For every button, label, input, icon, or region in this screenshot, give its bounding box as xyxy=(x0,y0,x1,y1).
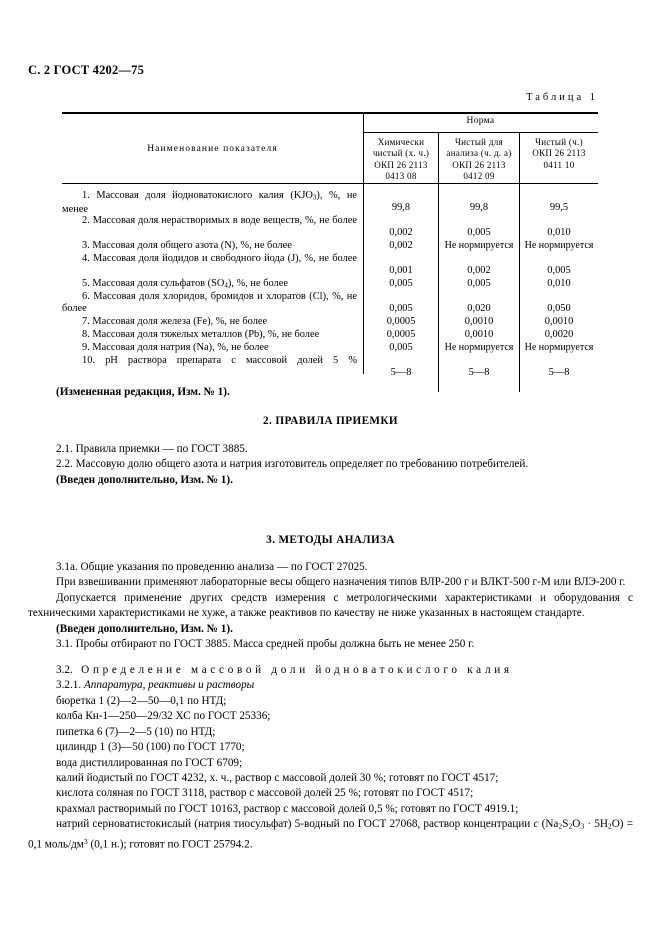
clause-2-1: 2.1. Правила приемки — по ГОСТ 3885. xyxy=(56,443,248,455)
table-cell-4-1: 0,001 xyxy=(389,265,413,276)
reagent-item: вода дистиллированная по ГОСТ 6709; xyxy=(56,756,243,769)
running-head: С. 2 ГОСТ 4202—75 xyxy=(28,63,145,77)
col3-line2: ОКП 26 2113 xyxy=(532,148,586,159)
table-hrule-group xyxy=(363,132,598,133)
col2-line4: 0412 09 xyxy=(463,171,495,182)
table-cell-4-3: 0,005 xyxy=(547,265,571,276)
table-cell-1-3: 99,5 xyxy=(549,202,569,213)
table-cell-3-1: 0,002 xyxy=(389,240,413,251)
clause-2-2: 2.2. Массовую долю общего азота и натрия изготовитель определяет по требованию потребителей. xyxy=(56,458,529,471)
table-cell-1-2: 99,8 xyxy=(469,202,489,213)
table-row-name-10 xyxy=(62,355,357,367)
reagents-list xyxy=(28,694,633,853)
col1-line2: чистый (х. ч.) xyxy=(372,148,430,159)
reagent-item-starch: крахмал растворимый по ГОСТ 10163, раствор с массовой долей 0,5 %; готовят по ГОСТ 4919.1; xyxy=(56,802,519,815)
row-10-label: 10. pH раствора препарата с массовой долей 5 % xyxy=(82,355,357,366)
table-col-header-2 xyxy=(439,137,519,183)
table-row-name-5 xyxy=(62,278,357,292)
table-cell-7-2: 0,0010 xyxy=(464,316,494,327)
table-row-name-9 xyxy=(62,342,357,354)
table-cell-1-1: 99,8 xyxy=(391,202,411,213)
clause-3-2-heading xyxy=(28,663,633,678)
table-header xyxy=(62,114,598,184)
row-2-label: 2. Массовая доля нерастворимых в воде веществ, %, не более xyxy=(82,215,357,226)
table-cell-8-2: 0,0010 xyxy=(464,329,494,340)
table-row-name-6 xyxy=(62,291,357,316)
row-7-label: 7. Массовая доля железа (Fe), %, не более xyxy=(82,316,268,327)
table-cell-10-2: 5—8 xyxy=(468,367,490,378)
table-cell-10-3: 5—8 xyxy=(548,367,570,378)
clause-3-2-1-line xyxy=(28,678,633,693)
table-cell-5-1: 0,005 xyxy=(389,278,413,289)
col2-line3: ОКП 26 2113 xyxy=(452,159,506,170)
col2-line2: анализа (ч. д. а) xyxy=(446,148,512,159)
table-cell-2-2: 0,005 xyxy=(467,227,491,238)
col2-line1: Чистый для xyxy=(455,137,503,147)
reagent-item-thiosulfate: натрий серноватистокислый (натрия тиосульфат) 5-водный по ГОСТ 27068, раствор концентрации c $(Na_2S_2O_3 \cdot 5H_2O) = 0,1$ моль/$дм^3$ (0,1 н.); готовят по ГОСТ 25794.2. xyxy=(28,818,634,851)
table-cell-3-2: Не нормируется xyxy=(444,240,514,251)
col3-line3: 0411 10 xyxy=(543,159,575,170)
note-revised: (Измененная редакция, Изм. № 1). xyxy=(56,386,230,398)
col3-line1: Чистый (ч.) xyxy=(535,137,583,147)
reagent-item: кислота соляная по ГОСТ 3118, раствор с массовой долей 25 %; готовят по ГОСТ 4517; xyxy=(56,787,474,800)
col1-line1: Химически xyxy=(377,137,425,147)
clause-3-1: 3.1. Пробы отбирают по ГОСТ 3885. Масса средней пробы должна быть не менее 250 г. xyxy=(56,638,475,651)
clause-3-2-1-number: 3.2.1. xyxy=(56,679,82,691)
clause-3-1a: 3.1а. Общие указания по проведению анализа — по ГОСТ 27025. xyxy=(56,561,368,573)
table-cell-4-2: 0,002 xyxy=(467,265,491,276)
row-8-label: 8. Массовая доля тяжелых металлов (Pb), %, не более xyxy=(82,329,320,340)
table-cell-7-3: 0,0010 xyxy=(544,316,574,327)
table-cell-5-2: 0,005 xyxy=(467,278,491,289)
note-added-2: (Введен дополнительно, Изм. № 1). xyxy=(56,622,233,635)
col1-line4: 0413 08 xyxy=(385,171,417,182)
table-row-name-4 xyxy=(62,253,357,265)
note-added-1: (Введен дополнительно, Изм. № 1). xyxy=(56,473,233,486)
row-3-label: 3. Массовая доля общего азота (N), %, не более xyxy=(82,240,292,251)
clause-3-2-line xyxy=(28,663,633,678)
reagent-item: калий йодистый по ГОСТ 4232, х. ч., раствор с массовой долей 30 %; готовят по ГОСТ 4517; xyxy=(56,772,499,785)
table-caption: Таблица 1 xyxy=(526,92,598,103)
table-cell-9-3: Не нормируется xyxy=(524,342,594,353)
clause-3-2-1-heading xyxy=(28,678,633,693)
section-3-heading-block xyxy=(28,533,633,548)
table-body xyxy=(62,184,598,378)
table-cell-8-3: 0,0020 xyxy=(544,329,574,340)
row-4-label: 4. Массовая доля йодидов и свободного йода (J), %, не более xyxy=(82,253,357,264)
table-cell-6-3: 0,050 xyxy=(547,303,571,314)
note-revised-block xyxy=(28,385,633,400)
row-1-label: 1. Массовая доля йодноватокислого калия $(KJO_3)$, %, не менее xyxy=(62,190,357,215)
reagent-item: бюретка 1 (2)—2—50—0,1 по НТД; xyxy=(56,695,227,707)
clause-3-2-number: 3.2. xyxy=(56,664,73,676)
table-col-header-3 xyxy=(520,137,598,171)
table-cell-9-1: 0,005 xyxy=(389,342,413,353)
table-cell-8-1: 0,0005 xyxy=(386,329,416,340)
reagent-item: колба Кн-1—250—29/32 ХС по ГОСТ 25336; xyxy=(56,710,271,723)
col1-line3: ОКП 26 2113 xyxy=(374,159,428,170)
table-cell-6-2: 0,020 xyxy=(467,303,491,314)
row-6-label: 6. Массовая доля хлоридов, бромидов и хлоратов (Cl), %, не более xyxy=(62,291,357,315)
section-3-title: 3. МЕТОДЫ АНАЛИЗА xyxy=(266,534,395,546)
table-row-name-1 xyxy=(62,190,357,216)
reagent-item: пипетка 6 (7)—2—5 (10) по НТД; xyxy=(56,725,216,738)
table-group-header-norma: Норма xyxy=(466,116,495,126)
table-cell-2-1: 0,002 xyxy=(389,227,413,238)
table-row-name-3 xyxy=(62,240,357,252)
section-3-body xyxy=(28,560,633,652)
clause-3-1a-p2: При взвешивании применяют лабораторные весы общего назначения типов ВЛР-200 г и ВЛКТ-500 г-М или ВЛЭ-200 г. xyxy=(56,576,626,589)
table-cell-9-2: Не нормируется xyxy=(444,342,514,353)
table-cell-6-1: 0,005 xyxy=(389,303,413,314)
table-cell-3-3: Не нормируется xyxy=(524,240,594,251)
table-cell-2-3: 0,010 xyxy=(547,227,571,238)
table-cell-10-1: 5—8 xyxy=(390,367,412,378)
table-col-header-1 xyxy=(364,137,438,183)
table-row-name-7 xyxy=(62,316,357,328)
table-col-header-name: Наименование показателя xyxy=(147,144,278,154)
section-2-body xyxy=(28,442,633,488)
table-row-name-2 xyxy=(62,215,357,227)
clause-3-2-title: Определение массовой доли йодноватокислого калия xyxy=(81,664,513,676)
row-9-label: 9. Массовая доля натрия (Na), %, не более xyxy=(82,342,269,353)
section-2-heading-block xyxy=(28,414,633,429)
table-row-name-8 xyxy=(62,329,357,341)
clause-3-1a-p3: Допускается применение других средств измерения с метрологическими характеристиками и оборудования с техническими характеристиками не хуже, а также реактивов по качеству не ниже указанных в настоящем стандарте. xyxy=(28,591,633,620)
table-cell-5-3: 0,010 xyxy=(547,278,571,289)
reagent-item: цилиндр 1 (3)—50 (100) по ГОСТ 1770; xyxy=(56,741,245,754)
table-cell-7-1: 0,0005 xyxy=(386,316,416,327)
specification-table xyxy=(62,112,598,378)
row-5-label: 5. Массовая доля сульфатов $(SO_4)$, %, не более xyxy=(82,278,288,290)
clause-3-2-1-title: Аппаратура, реактивы и растворы xyxy=(83,679,255,691)
section-2-title: 2. ПРАВИЛА ПРИЕМКИ xyxy=(262,415,399,427)
